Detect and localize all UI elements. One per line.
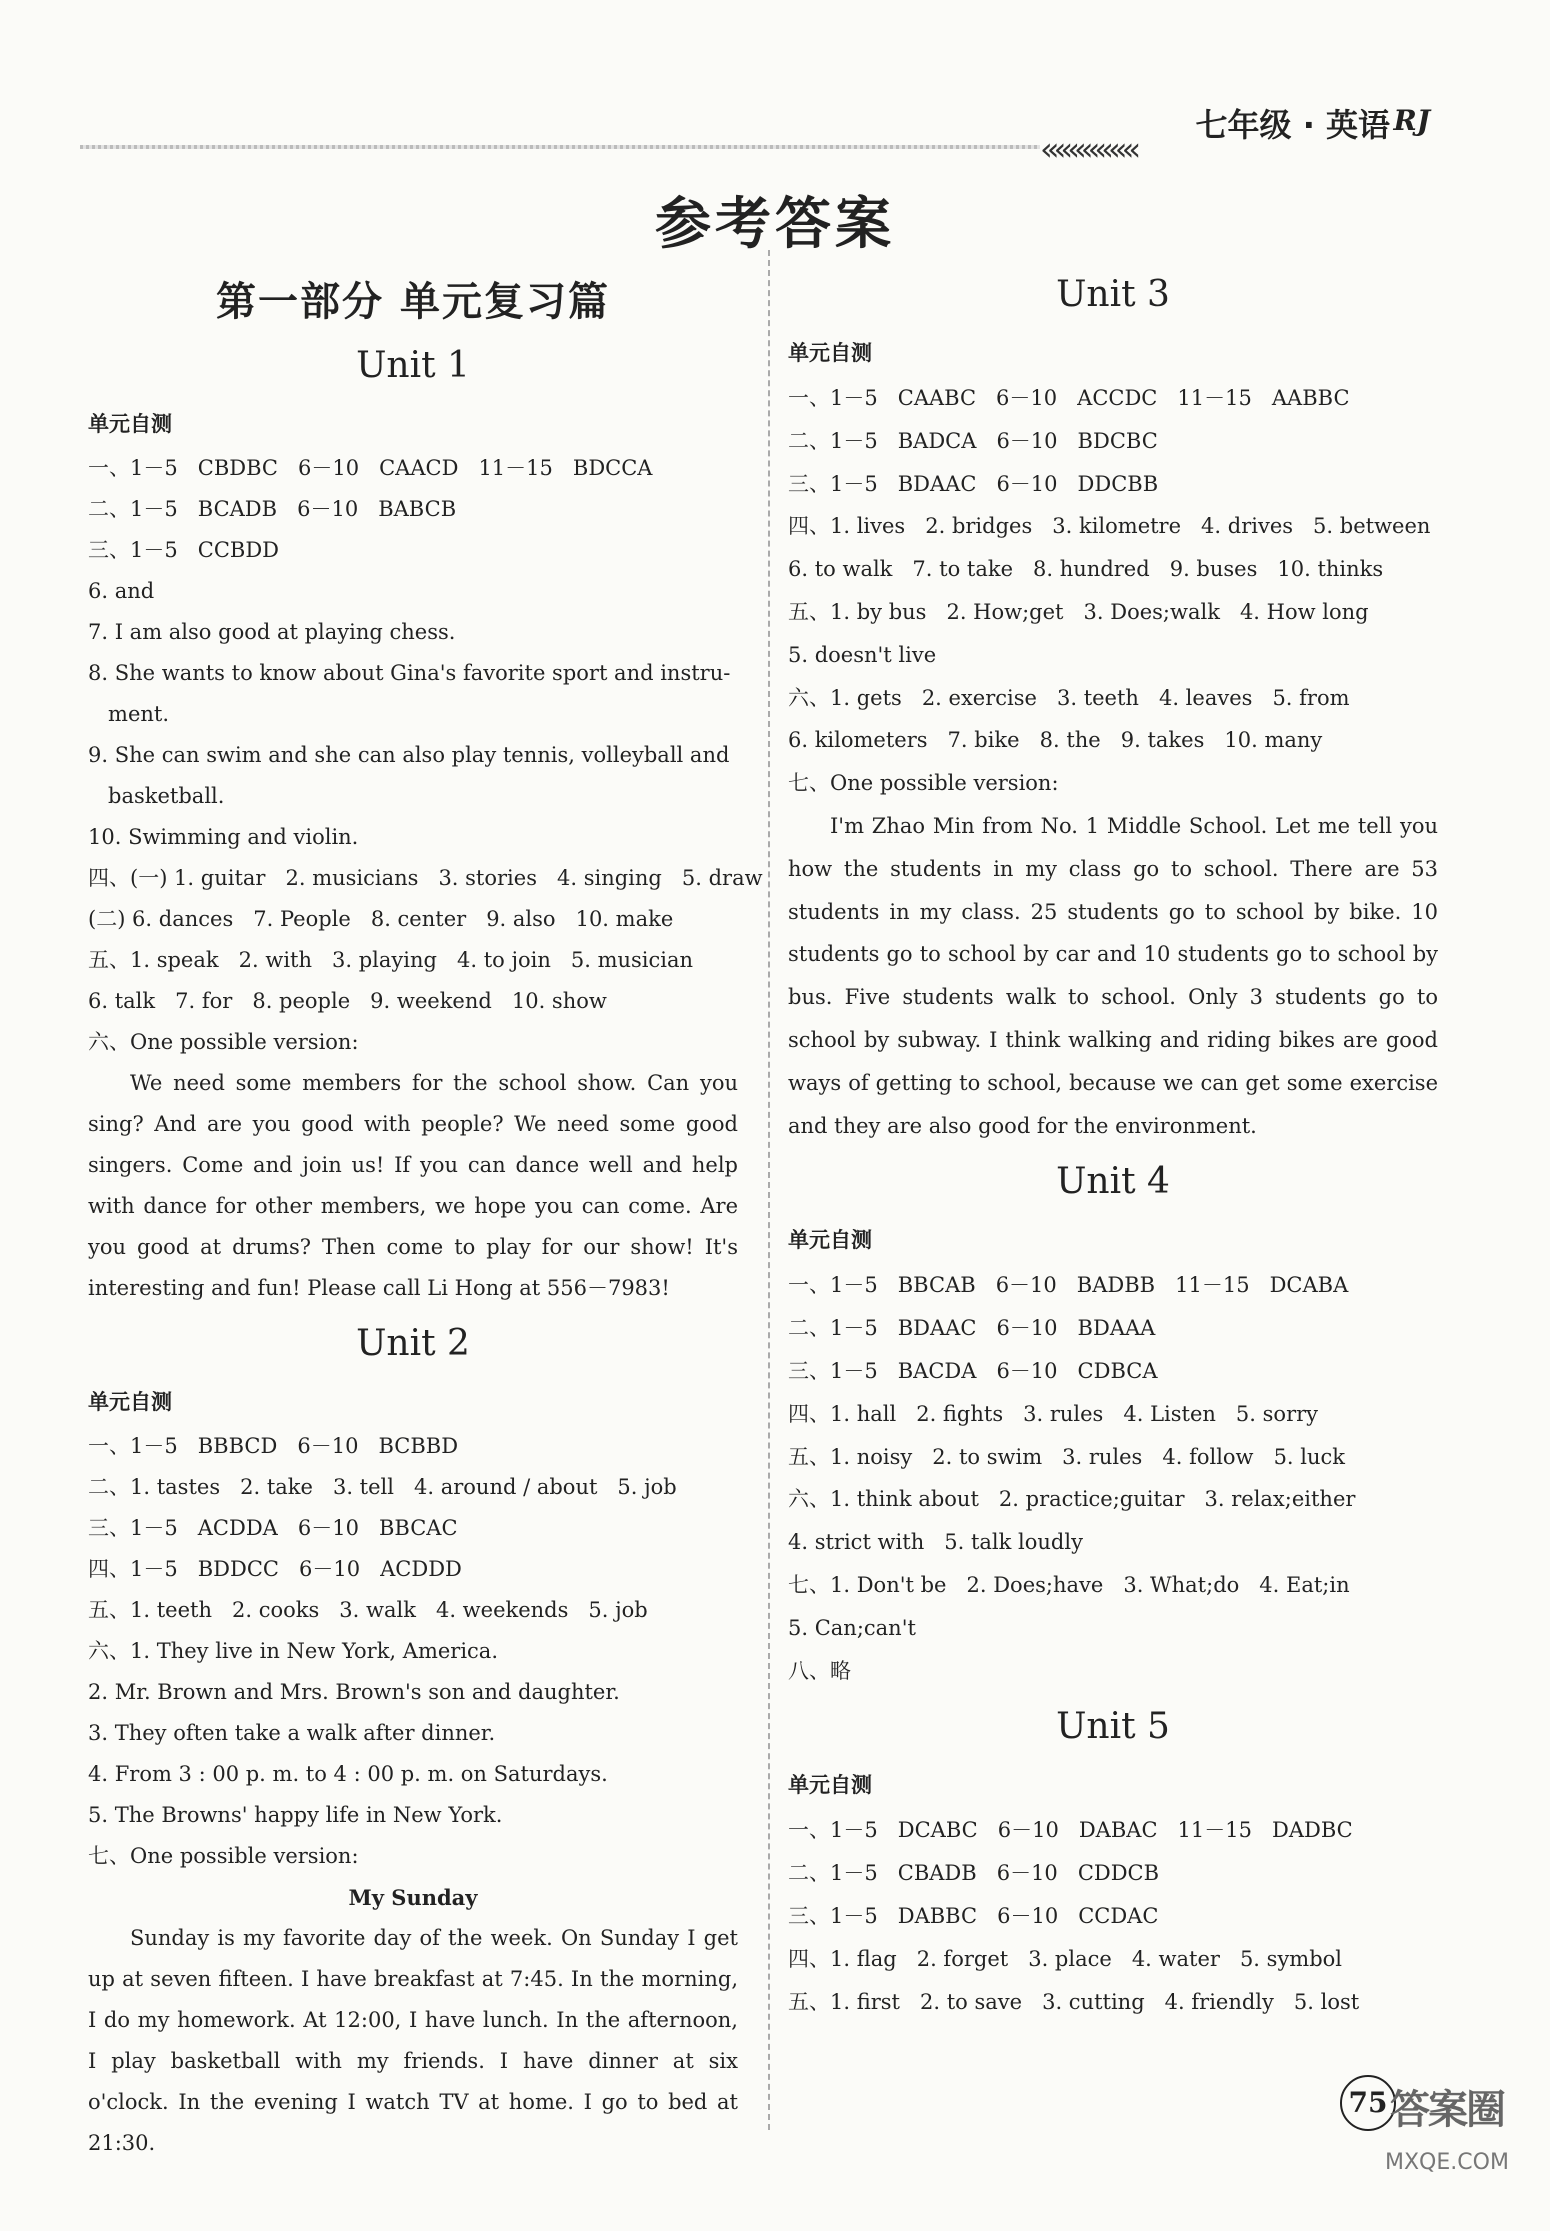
grade-subject-label: 七年级 · 英语 [1195, 106, 1390, 144]
answer-line: 八、略 [788, 1658, 851, 1683]
answer-line: basketball. [88, 784, 225, 808]
edition-mark: RJ [1393, 104, 1430, 137]
answer-line: 五、1. noisy 2. to swim 3. rules 4. follow 5. luck [788, 1444, 1346, 1469]
answer-line: 二、1－5 BDAAC 6－10 BDAAA [788, 1316, 1156, 1341]
answer-line: 四、1－5 BDDCC 6－10 ACDDD [88, 1557, 462, 1581]
chevron-decoration-icon: ‹‹‹‹‹‹‹‹‹‹‹‹‹‹ [1040, 130, 1136, 168]
answer-line: 四、(一) 1. guitar 2. musicians 3. stories 4. singing 5. draw [88, 866, 763, 890]
answer-line: 一、1－5 CAABC 6－10 ACCDC 11－15 AABBC [788, 386, 1350, 410]
answer-line: 一、1－5 BBCAB 6－10 BADBB 11－15 DCABA [788, 1273, 1349, 1298]
answer-line: 二、1. tastes 2. take 3. tell 4. around / about 5. job [88, 1475, 677, 1499]
answer-line: 六、1. They live in New York, America. [88, 1639, 498, 1663]
answer-line: 2. Mr. Brown and Mrs. Brown's son and daughter. [88, 1680, 620, 1704]
answer-line: 三、1－5 DABBC 6－10 CCDAC [788, 1903, 1159, 1928]
watermark-logo: 答案圈 [1390, 2087, 1504, 2133]
essay-title: My Sunday [348, 1885, 478, 1910]
answer-line: 七、One possible version: [788, 771, 1059, 796]
section-label: 单元自测 [788, 341, 872, 365]
part-title: 第一部分 单元复习篇 [216, 279, 610, 325]
answer-line: 六、1. think about 2. practice;guitar 3. relax;either [788, 1487, 1356, 1512]
answer-line: 七、1. Don't be 2. Does;have 3. What;do 4. Eat;in [788, 1572, 1350, 1597]
answer-line: 9. She can swim and she can also play tennis, volleyball and [88, 743, 730, 767]
answer-line: 一、1－5 DCABC 6－10 DABAC 11－15 DADBC [788, 1818, 1353, 1843]
answer-line: 8. She wants to know about Gina's favorite sport and instru- [88, 661, 731, 685]
unit-heading: Unit 2 [356, 1323, 470, 1364]
page-number: 75 [1340, 2075, 1396, 2131]
answer-line: 四、1. hall 2. fights 3. rules 4. Listen 5. sorry [788, 1401, 1319, 1426]
answer-line: 三、1－5 ACDDA 6－10 BBCAC [88, 1516, 458, 1540]
answer-line: 5. doesn't live [788, 642, 937, 667]
answer-line: 五、1. by bus 2. How;get 3. Does;walk 4. How long [788, 599, 1369, 624]
answer-line: 二、1－5 BADCA 6－10 BDCBC [788, 428, 1158, 453]
unit-heading: Unit 5 [1056, 1706, 1170, 1748]
answer-line: 5. The Browns' happy life in New York. [88, 1803, 503, 1827]
answer-line: 三、1－5 CCBDD [88, 538, 279, 562]
answer-line: 三、1－5 BACDA 6－10 CDBCA [788, 1358, 1158, 1383]
answer-line: 6. to walk 7. to take 8. hundred 9. buses 10. thinks [788, 557, 1384, 582]
answer-line: 五、1. speak 2. with 3. playing 4. to join 5. musician [88, 948, 694, 972]
answer-line: 六、1. gets 2. exercise 3. teeth 4. leaves 5. from [788, 685, 1350, 710]
essay-paragraph: Sunday is my favorite day of the week. On Sunday I get up at seven fifteen. I have breakfast at 7:45. In the morning, I do my homework. At 12:00, I have lunch. In the afternoon, I play basketball with my friends. I have dinner at six o'clock. In the evening I watch TV at home. I go to bed at 21:30. [88, 1926, 738, 2155]
answer-line: 四、1. lives 2. bridges 3. kilometre 4. drives 5. between [788, 514, 1431, 539]
left-column [88, 260, 763, 2164]
unit-heading: Unit 1 [356, 345, 470, 386]
page-header [80, 100, 1430, 168]
right-column [788, 260, 1438, 2023]
header-rule [80, 145, 1040, 149]
answer-line: 6. kilometers 7. bike 8. the 9. takes 10. many [788, 728, 1323, 753]
answer-line: 三、1－5 BDAAC 6－10 DDCBB [788, 471, 1159, 496]
essay-paragraph: I'm Zhao Min from No. 1 Middle School. Let me tell you how the students in my class go to school. There are 53 students in my class. 25 students go to school by bike. 10 students go to school by car and 10 students go to school by bus. Five students walk to school. Only 3 students go to school by subway. I think walking and riding bikes are good ways of getting to school, because we can get some exercise and they are also good for the environment. [788, 813, 1438, 1138]
answer-line: 10. Swimming and violin. [88, 825, 359, 849]
answer-line: 4. strict with 5. talk loudly [788, 1530, 1083, 1555]
right-column-body [788, 274, 1438, 2023]
answer-line: 6. and [88, 579, 155, 603]
unit-heading: Unit 3 [1056, 274, 1170, 315]
answer-line: 一、1－5 CBDBC 6－10 CAACD 11－15 BDCCA [88, 456, 653, 480]
answer-line: 7. I am also good at playing chess. [88, 620, 456, 644]
answer-line: 4. From 3 : 00 p. m. to 4 : 00 p. m. on Saturdays. [88, 1762, 608, 1786]
section-label: 单元自测 [88, 412, 172, 436]
section-label: 单元自测 [88, 1390, 172, 1414]
answer-line: 6. talk 7. for 8. people 9. weekend 10. show [88, 989, 607, 1013]
section-label: 单元自测 [788, 1228, 872, 1253]
page-title: 参考答案 [655, 192, 895, 257]
answer-line: 5. Can;can't [788, 1615, 916, 1640]
column-divider [768, 250, 770, 2130]
answer-line: 3. They often take a walk after dinner. [88, 1721, 496, 1745]
section-label: 单元自测 [788, 1773, 872, 1798]
answer-line: (二) 6. dances 7. People 8. center 9. also 10. make [88, 907, 674, 931]
answer-line: ment. [88, 702, 170, 726]
answer-line: 六、One possible version: [88, 1030, 359, 1054]
answer-line: 二、1－5 CBADB 6－10 CDDCB [788, 1861, 1160, 1886]
watermark-url: MXQE.COM [1385, 2150, 1509, 2175]
answer-line: 五、1. first 2. to save 3. cutting 4. friendly 5. lost [788, 1989, 1360, 2014]
answer-line: 七、One possible version: [88, 1844, 359, 1868]
unit-heading: Unit 4 [1056, 1161, 1170, 1203]
answer-line: 二、1－5 BCADB 6－10 BABCB [88, 497, 457, 521]
answer-line: 四、1. flag 2. forget 3. place 4. water 5. symbol [788, 1946, 1343, 1971]
essay-paragraph: We need some members for the school show. Can you sing? And are you good with people? We need some good singers. Come and join us! If you can dance well and help with dance for other members, we hope you can come. Are you good at drums? Then come to play for our show! It's interesting and fun! Please call Li Hong at 556－7983! [88, 1071, 738, 1300]
answer-line: 一、1－5 BBBCD 6－10 BCBBD [88, 1434, 459, 1458]
answer-line: 五、1. teeth 2. cooks 3. walk 4. weekends 5. job [88, 1598, 648, 1622]
left-column-body [88, 345, 763, 2164]
